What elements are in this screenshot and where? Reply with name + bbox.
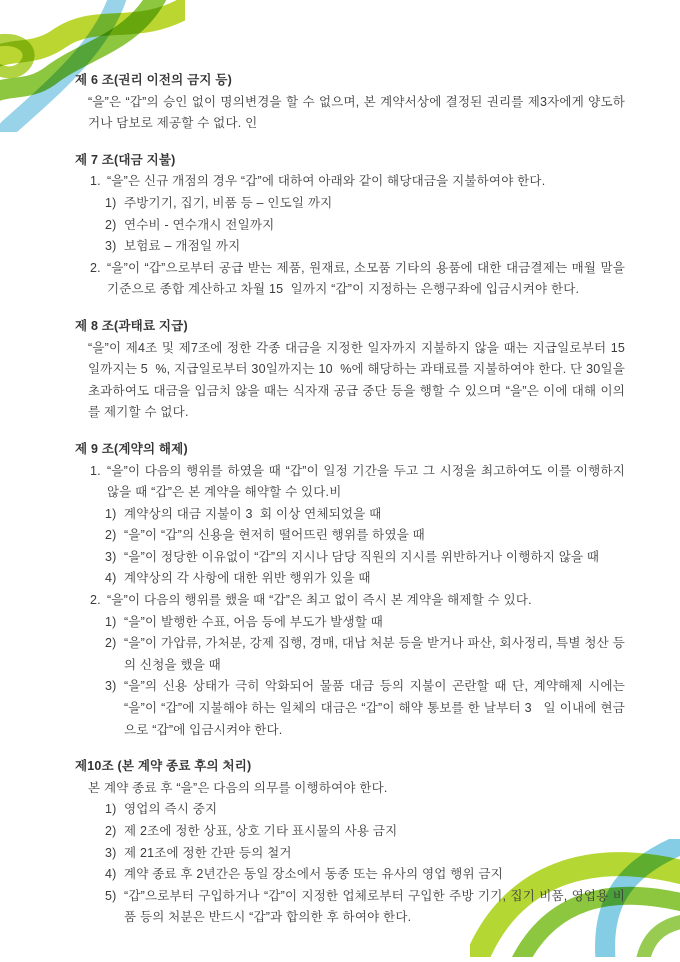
item-text: 계약상의 대금 지불이 3 회 이상 연체되었을 때 bbox=[124, 506, 382, 521]
list-subitem bbox=[105, 633, 625, 676]
list-subitem bbox=[105, 525, 625, 547]
item-number: 3) bbox=[105, 239, 117, 254]
item-number: 2) bbox=[105, 636, 117, 651]
item-text: “을”이 “갑”의 신용을 현저히 떨어뜨린 행위를 하였을 때 bbox=[124, 528, 425, 543]
list-subitem bbox=[105, 504, 625, 526]
item-text: 제 2조에 정한 상표, 상호 기타 표시물의 사용 금지 bbox=[124, 824, 398, 838]
article-10-intro: 본 계약 종료 후 “을”은 다음의 의무를 이행하여야 한다. bbox=[88, 780, 388, 795]
list-subitem bbox=[105, 215, 625, 237]
list-subitem bbox=[105, 821, 625, 843]
item-text: “갑”으로부터 구입하거나 “갑”이 지정한 업체로부터 구입한 주방 기기, 집기 비품, 영업용 비품 등의 처분은 반드시 “갑”과 합의한 후 하여야 한다. bbox=[124, 888, 625, 925]
item-number: 1) bbox=[105, 195, 117, 210]
item-text: 영업의 즉시 중지 bbox=[124, 802, 218, 817]
item-number: 3) bbox=[105, 845, 117, 860]
item-text: “을”이 발행한 수표, 어음 등에 부도가 발생할 때 bbox=[124, 614, 384, 629]
list-item bbox=[90, 461, 629, 504]
list-subitem bbox=[105, 612, 625, 634]
article-9-title: 제 9 조(계약의 해제) bbox=[75, 441, 188, 456]
item-text: “을”이 “갑”으로부터 공급 받는 제품, 원재료, 소모품 기타의 용품에 대한 대금결제는 매월 말을 기준으로 종합 계산하고 차월 15 일까지 “갑”이 지정하는 은행구좌에 입금시켜야 한다. bbox=[107, 260, 629, 297]
article-6 bbox=[75, 70, 625, 135]
list-subitem bbox=[105, 676, 629, 741]
list-item bbox=[90, 171, 625, 193]
item-text: 제 21조에 정한 간판 등의 철거 bbox=[124, 845, 292, 860]
item-number: 2) bbox=[105, 824, 117, 838]
list-subitem bbox=[105, 547, 625, 569]
item-text: “을”의 신용 상태가 극히 악화되어 물품 대금 등의 지불이 곤란할 때 단, 계약해제 시에는 “을”이 “갑”에 지불해야 하는 일체의 대금은 “갑”이 해약 통보를 한 날부터 3 일 이내에 현금으로 “갑”에 입금시켜야 한다. bbox=[124, 679, 629, 737]
item-number: 2. bbox=[90, 593, 101, 608]
list-subitem bbox=[105, 843, 625, 865]
article-8-title: 제 8 조(과태료 지급) bbox=[75, 318, 188, 333]
article-10-title: 제10조 (본 계약 종료 후의 처리) bbox=[75, 759, 252, 774]
list-subitem bbox=[105, 568, 625, 590]
list-subitem bbox=[105, 193, 625, 215]
item-text: “을”이 가압류, 가처분, 강제 집행, 경매, 대납 처분 등을 받거나 파산, 회사정리, 특별 청산 등의 신청을 했을 때 bbox=[124, 636, 625, 672]
article-8-paragraph: “을”이 제4조 및 제7조에 정한 각종 대금을 지정한 일자까지 지불하지 않을 때는 지급일로부터 15일까지는 5 %, 지급일로부터 30일까지는 10 %에 해당하는 과태료를 지불하여야 한다. 단 30일을 초과하여도 대금을 입금치 않을 때는 식자재 공급 중단 등을 행할 수 있으며 “을”은 이에 대해 이의를 제기할 수 없다. bbox=[88, 340, 629, 420]
article-10 bbox=[75, 756, 625, 929]
item-text: “을”이 다음의 행위를 했을 때 “갑”은 최고 없이 즉시 본 계약을 해제할 수 있다. bbox=[107, 593, 532, 608]
item-number: 1. bbox=[90, 463, 101, 478]
list-subitem bbox=[105, 236, 625, 258]
item-number: 5) bbox=[105, 888, 117, 903]
item-number: 2. bbox=[90, 260, 101, 275]
item-text: 보험료 – 개점일 까지 bbox=[124, 239, 241, 254]
list-subitem bbox=[105, 799, 625, 821]
article-6-paragraph: “을”은 “갑”의 승인 없이 명의변경을 할 수 없으며, 본 계약서상에 결정된 권리를 제3자에게 양도하거나 담보로 제공할 수 없다. 인 bbox=[88, 94, 625, 131]
item-text: 주방기기, 집기, 비품 등 – 인도일 까지 bbox=[124, 195, 333, 210]
item-number: 1) bbox=[105, 802, 117, 817]
article-9 bbox=[75, 439, 629, 741]
item-text: 연수비 - 연수개시 전일까지 bbox=[124, 217, 275, 232]
contract-body bbox=[75, 70, 629, 944]
item-text: 계약상의 각 사항에 대한 위반 행위가 있을 때 bbox=[124, 571, 371, 586]
item-number: 2) bbox=[105, 217, 117, 232]
item-number: 3) bbox=[105, 679, 117, 694]
item-number: 2) bbox=[105, 528, 117, 543]
item-text: 계약 종료 후 2년간은 동일 장소에서 동종 또는 유사의 영업 행위 금지 bbox=[124, 867, 503, 882]
list-subitem bbox=[105, 864, 625, 886]
article-7 bbox=[75, 150, 629, 301]
item-number: 4) bbox=[105, 571, 117, 586]
item-text: “을”이 정당한 이유없이 “갑”의 지시나 담당 직원의 지시를 위반하거나 이행하지 않을 때 bbox=[124, 549, 600, 564]
item-number: 1) bbox=[105, 506, 117, 521]
article-7-title: 제 7 조(대금 지불) bbox=[75, 152, 176, 167]
item-number: 4) bbox=[105, 867, 117, 882]
item-number: 3) bbox=[105, 549, 117, 564]
list-item bbox=[90, 258, 629, 301]
item-number: 1) bbox=[105, 614, 117, 629]
item-text: “을”이 다음의 행위를 하였을 때 “갑”이 일정 기간을 두고 그 시정을 최고하여도 이를 이행하지 않을 때 “갑”은 본 계약을 해약할 수 있다.비 bbox=[107, 463, 629, 500]
article-6-title: 제 6 조(권리 이전의 금지 등) bbox=[75, 73, 232, 87]
list-subitem bbox=[105, 886, 625, 929]
item-text: “을”은 신규 개점의 경우 “갑”에 대하여 아래와 같이 해당대금을 지불하여야 한다. bbox=[107, 174, 546, 189]
list-item bbox=[90, 590, 625, 612]
article-8 bbox=[75, 316, 629, 424]
item-number: 1. bbox=[90, 174, 101, 189]
